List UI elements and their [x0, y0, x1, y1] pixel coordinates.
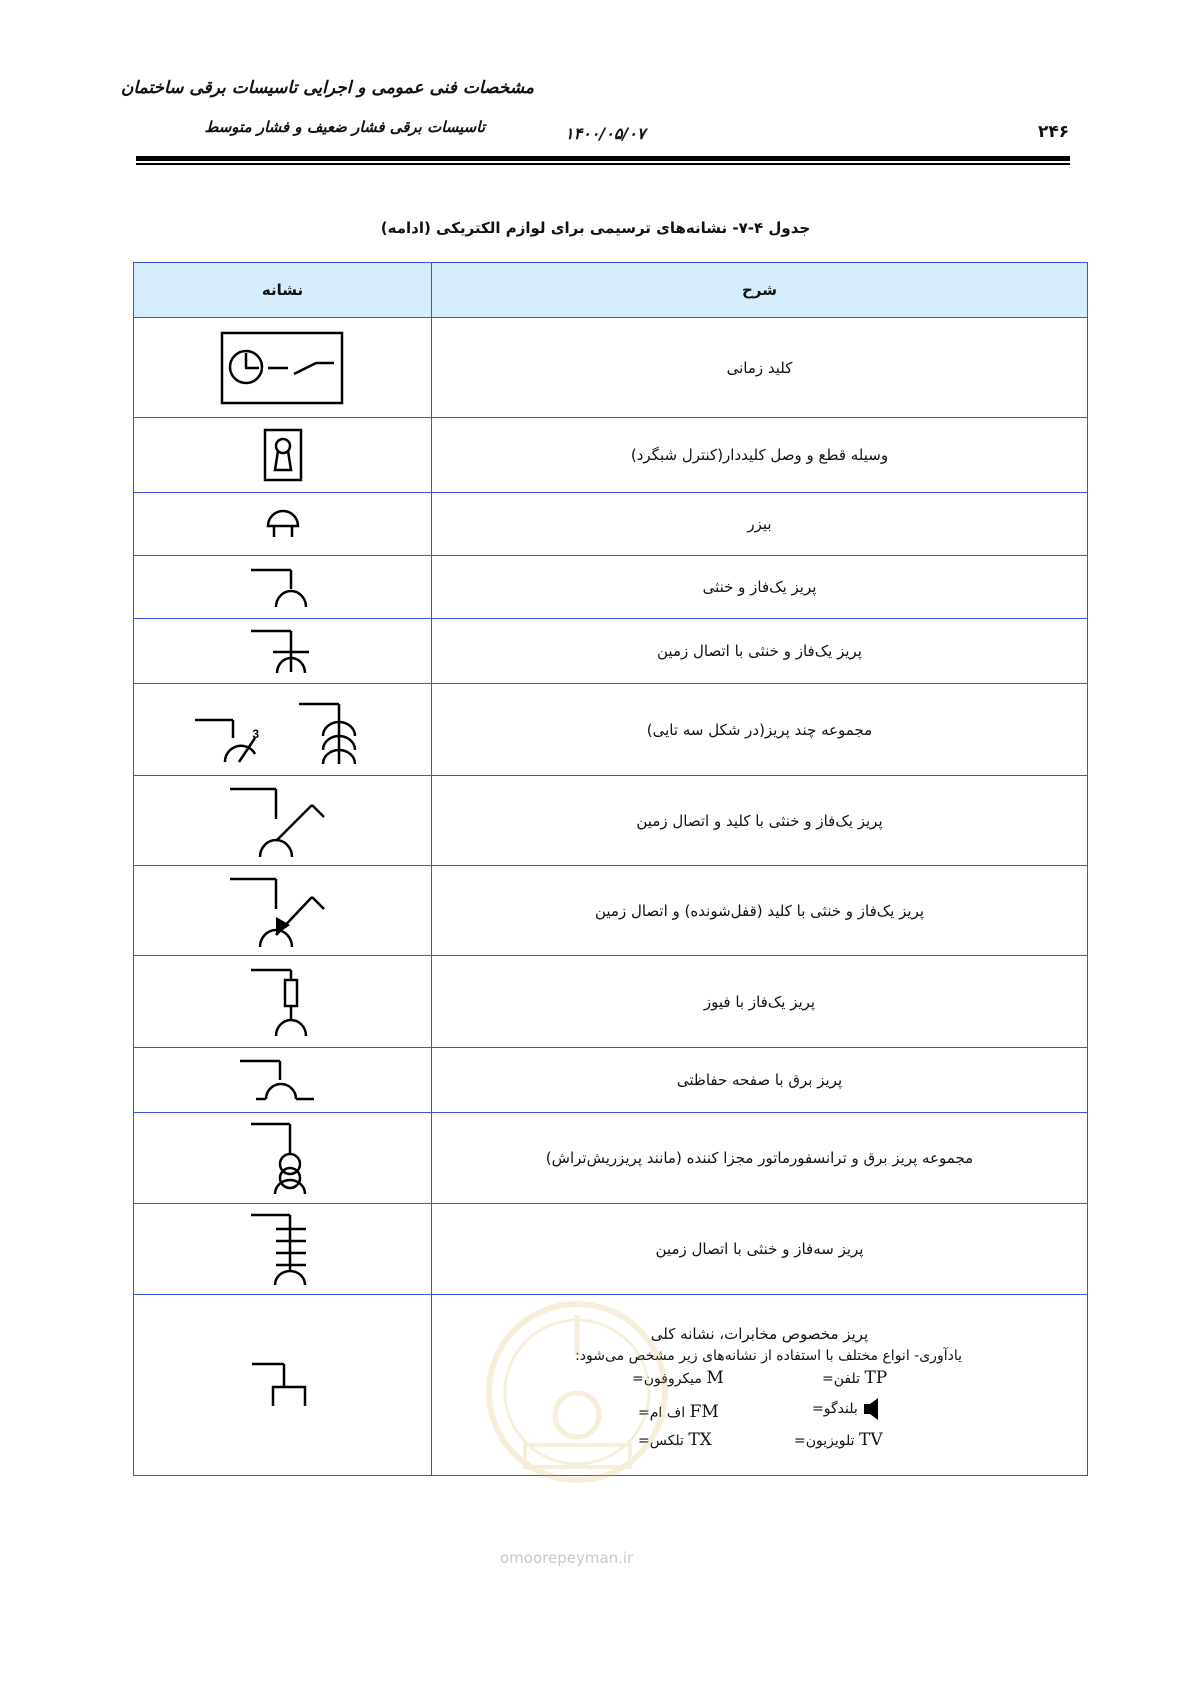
- page-number: ۲۴۶: [1038, 122, 1070, 142]
- row-description: پریز یک‌فاز و خنثی با کلید و اتصال زمین: [432, 776, 1088, 866]
- telecom-title: پریز مخصوص مخابرات، نشانه کلی: [650, 1324, 869, 1343]
- three-phase-socket-icon: [248, 1211, 318, 1287]
- row-description: مجموعه چند پریز(در شکل سه تایی): [432, 684, 1088, 776]
- symbol-cell: [134, 1048, 432, 1113]
- row-description: پریز سه‌فاز و خنثی با اتصال زمین: [432, 1204, 1088, 1295]
- shuttered-socket-icon: [238, 1056, 328, 1104]
- telecom-note-intro: یادآوری- انواع مختلف با استفاده از نشانه‌های زیر مشخص می‌شود:: [575, 1347, 962, 1364]
- table-row: [134, 318, 1088, 418]
- symbol-cell: [134, 556, 432, 619]
- header-rule-thin: [136, 163, 1070, 165]
- legend-item-speaker: =بلندگو: [812, 1396, 882, 1422]
- socket-count-label: 3: [251, 726, 259, 741]
- single-phase-socket-icon: [248, 564, 318, 610]
- symbol-cell: [134, 418, 432, 493]
- table-row: [134, 776, 1088, 866]
- table-row: [134, 619, 1088, 684]
- telecom-socket-icon: [248, 1360, 318, 1410]
- row-description: پریز یک‌فاز و خنثی: [432, 556, 1088, 619]
- symbol-cell: [134, 619, 432, 684]
- key-operated-switch-icon: [263, 428, 303, 482]
- row-description: پریز یک‌فاز و خنثی با کلید (قفل‌شونده) و اتصال زمین: [432, 866, 1088, 956]
- single-phase-socket-earth-icon: [248, 626, 318, 676]
- header-date: ۱۴۰۰/۰۵/۰۷: [565, 124, 646, 143]
- table-row: [134, 418, 1088, 493]
- table-row: [134, 493, 1088, 556]
- multiple-socket-icon: [193, 694, 373, 766]
- symbol-cell: [134, 956, 432, 1048]
- header-description: شرح: [432, 263, 1088, 318]
- table-header-row: [134, 263, 1088, 318]
- row-description: کلید زمانی: [432, 318, 1088, 418]
- loudspeaker-icon: [862, 1396, 882, 1422]
- symbol-cell: [134, 318, 432, 418]
- legend-item-tp: =تلفن TP: [822, 1368, 888, 1389]
- row-description: بیزر: [432, 493, 1088, 556]
- header-rule-thick: [136, 156, 1070, 161]
- table-row: [134, 684, 1088, 776]
- symbol-cell: [134, 1113, 432, 1204]
- row-description: وسیله قطع و وصل کلیددار(کنترل شبگرد): [432, 418, 1088, 493]
- row-description: پریز برق با صفحه حفاظتی: [432, 1048, 1088, 1113]
- legend-item-tv: =تلویزیون TV: [794, 1430, 883, 1451]
- table-row: [134, 1113, 1088, 1204]
- row-description: پریز یک‌فاز و خنثی با اتصال زمین: [432, 619, 1088, 684]
- telecom-legend: [432, 1366, 1087, 1451]
- symbol-cell: [134, 776, 432, 866]
- time-switch-icon: [218, 330, 348, 406]
- table-row: [134, 866, 1088, 956]
- legend-item-fm: =اف ام FM: [638, 1402, 719, 1423]
- legend-item-tx: =تلکس TX: [638, 1430, 712, 1451]
- buzzer-icon: [263, 508, 303, 540]
- table-row: [134, 556, 1088, 619]
- symbols-table: [133, 262, 1088, 1476]
- legend-item-m: =میکروفون M: [632, 1368, 724, 1389]
- row-description: [432, 1295, 1088, 1476]
- symbol-cell: [134, 866, 432, 956]
- symbol-cell: [134, 1204, 432, 1295]
- interlocked-switched-socket-icon: [228, 873, 338, 949]
- header-symbol: نشانه: [134, 263, 432, 318]
- switched-socket-icon: [228, 783, 338, 859]
- symbol-cell: [134, 493, 432, 556]
- table-row: [134, 1204, 1088, 1295]
- table-title: جدول ۴-۷- نشانه‌های ترسیمی برای لوازم الکتریکی (ادامه): [380, 219, 811, 237]
- book-title: مشخصات فنی عمومی و اجرایی تاسیسات برقی ساختمان: [120, 78, 534, 98]
- table-row: [134, 1295, 1088, 1476]
- telecom-notes: [432, 1324, 1087, 1451]
- chapter-title: تاسیسات برقی فشار ضعیف و فشار متوسط: [204, 118, 485, 136]
- isolating-transformer-socket-icon: [248, 1120, 318, 1196]
- symbol-cell: [134, 1295, 432, 1476]
- table-row: [134, 1048, 1088, 1113]
- table-row: [134, 956, 1088, 1048]
- fused-socket-icon: [248, 966, 318, 1038]
- row-description: مجموعه پریز برق و ترانسفورماتور مجزا کننده (مانند پریزریش‌تراش): [432, 1113, 1088, 1204]
- watermark-site: omoorepeyman.ir: [500, 1549, 634, 1567]
- symbol-cell: [134, 684, 432, 776]
- row-description: پریز یک‌فاز با فیوز: [432, 956, 1088, 1048]
